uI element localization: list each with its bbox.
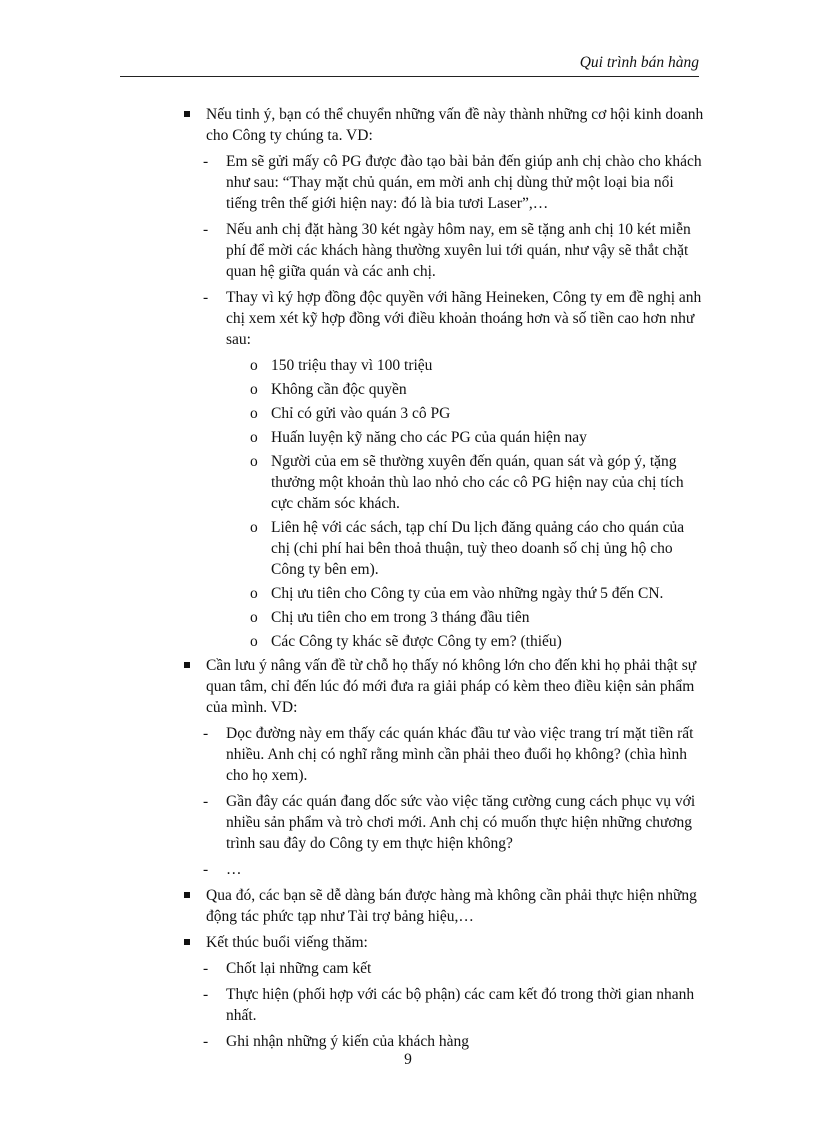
circle-marker: o xyxy=(250,585,258,602)
bullet-text: Cần lưu ý nâng vấn đề từ chỗ họ thấy nó không lớn cho đến khi họ phải thật sự quan tâm, chỉ đến lúc đó mới đưa ra giải pháp có kèm theo điều kiện sản phẩm của mình. VD: xyxy=(206,657,697,716)
dash-item xyxy=(184,151,704,214)
square-bullet-icon xyxy=(184,939,190,945)
dash-item xyxy=(184,984,704,1026)
dash-text: Thực hiện (phối hợp với các bộ phận) các cam kết đó trong thời gian nhanh nhất. xyxy=(226,986,695,1024)
circle-item xyxy=(184,517,704,580)
circle-text: Liên hệ với các sách, tạp chí Du lịch đăng quảng cáo cho quán của chị (chi phí hai bên thoả thuận, tuỳ theo doanh số chị ủng hộ cho Công ty bên em). xyxy=(271,519,685,578)
dash-text: Thay vì ký hợp đồng độc quyền với hãng Heineken, Công ty em đề nghị anh chị xem xét kỹ hợp đồng với điều khoản thoáng hơn và số tiền cao hơn như sau: xyxy=(226,289,702,348)
bullet-item xyxy=(184,655,704,718)
circle-item xyxy=(184,583,704,604)
bullet-item xyxy=(184,104,704,146)
circle-item xyxy=(184,631,704,652)
circle-text: Người của em sẽ thường xuyên đến quán, quan sát và góp ý, tặng thưởng một khoản thù lao nhỏ cho các cô PG hiện nay của chị tích cực chăm sóc khách. xyxy=(271,453,684,512)
header-rule xyxy=(120,76,699,77)
circle-marker: o xyxy=(250,357,258,374)
dash-marker: - xyxy=(203,289,209,306)
page-body xyxy=(184,104,704,1057)
dash-marker: - xyxy=(203,221,209,238)
circle-item xyxy=(184,451,704,514)
dash-text: Ghi nhận những ý kiến của khách hàng xyxy=(226,1033,469,1050)
dash-item xyxy=(184,791,704,854)
dash-text: Nếu anh chị đặt hàng 30 két ngày hôm nay, em sẽ tặng anh chị 10 két miễn phí để mời các khách hàng thường xuyên lui tới quán, như vậy sẽ thắt chặt quan hệ giữa quán và các anh chị. xyxy=(226,221,691,280)
dash-marker: - xyxy=(203,960,209,977)
dash-item xyxy=(184,287,704,350)
circle-item xyxy=(184,403,704,424)
circle-text: Chị ưu tiên cho Công ty của em vào những ngày thứ 5 đến CN. xyxy=(271,585,664,602)
circle-text: Huấn luyện kỹ năng cho các PG của quán hiện nay xyxy=(271,429,587,446)
dash-item xyxy=(184,723,704,786)
dash-item xyxy=(184,859,704,880)
circle-marker: o xyxy=(250,633,258,650)
dash-text: Dọc đường này em thấy các quán khác đầu tư vào việc trang trí mặt tiền rất nhiều. Anh chị có nghĩ rằng mình cần phải theo đuổi họ không? (chìa hình cho họ xem). xyxy=(226,725,694,784)
running-header: Qui trình bán hàng xyxy=(579,54,699,71)
dash-text: Em sẽ gửi mấy cô PG được đào tạo bài bản đến giúp anh chị chào cho khách như sau: “Thay mặt chủ quán, em mời anh chị dùng thử một loại bia nổi tiếng trên thế giới hiện nay: đó là bia tươi Laser”,… xyxy=(226,153,702,212)
circle-text: 150 triệu thay vì 100 triệu xyxy=(271,357,433,374)
circle-marker: o xyxy=(250,609,258,626)
dash-marker: - xyxy=(203,153,209,170)
circle-item xyxy=(184,427,704,448)
dash-text: … xyxy=(226,861,242,878)
square-bullet-icon xyxy=(184,892,190,898)
circle-marker: o xyxy=(250,519,258,536)
dash-marker: - xyxy=(203,861,209,878)
bullet-text: Nếu tinh ý, bạn có thể chuyển những vấn đề này thành những cơ hội kinh doanh cho Công ty chúng ta. VD: xyxy=(206,106,704,144)
square-bullet-icon xyxy=(184,111,190,117)
bullet-text: Qua đó, các bạn sẽ dễ dàng bán được hàng mà không cần phải thực hiện những động tác phức tạp như Tài trợ bảng hiệu,… xyxy=(206,887,697,925)
bullet-item xyxy=(184,932,704,953)
dash-item xyxy=(184,958,704,979)
bullet-text: Kết thúc buổi viếng thăm: xyxy=(206,934,368,951)
dash-text: Chốt lại những cam kết xyxy=(226,960,372,977)
circle-text: Chỉ có gửi vào quán 3 cô PG xyxy=(271,405,451,422)
bullet-item xyxy=(184,885,704,927)
circle-item xyxy=(184,355,704,376)
dash-item xyxy=(184,219,704,282)
page-number: 9 xyxy=(404,1051,412,1068)
dash-marker: - xyxy=(203,986,209,1003)
circle-item xyxy=(184,379,704,400)
dash-text: Gần đây các quán đang dốc sức vào việc tăng cường cung cách phục vụ với nhiều sản phẩm và trò chơi mới. Anh chị có muốn thực hiện những chương trình sau đây do Công ty em thực hiện không? xyxy=(226,793,696,852)
circle-marker: o xyxy=(250,453,258,470)
dash-marker: - xyxy=(203,793,209,810)
circle-text: Chị ưu tiên cho em trong 3 tháng đầu tiên xyxy=(271,609,530,626)
circle-text: Các Công ty khác sẽ được Công ty em? (thiếu) xyxy=(271,633,562,650)
circle-item xyxy=(184,607,704,628)
circle-marker: o xyxy=(250,429,258,446)
square-bullet-icon xyxy=(184,662,190,668)
circle-text: Không cần độc quyền xyxy=(271,381,407,398)
circle-marker: o xyxy=(250,381,258,398)
circle-marker: o xyxy=(250,405,258,422)
dash-marker: - xyxy=(203,725,209,742)
dash-marker: - xyxy=(203,1033,209,1050)
